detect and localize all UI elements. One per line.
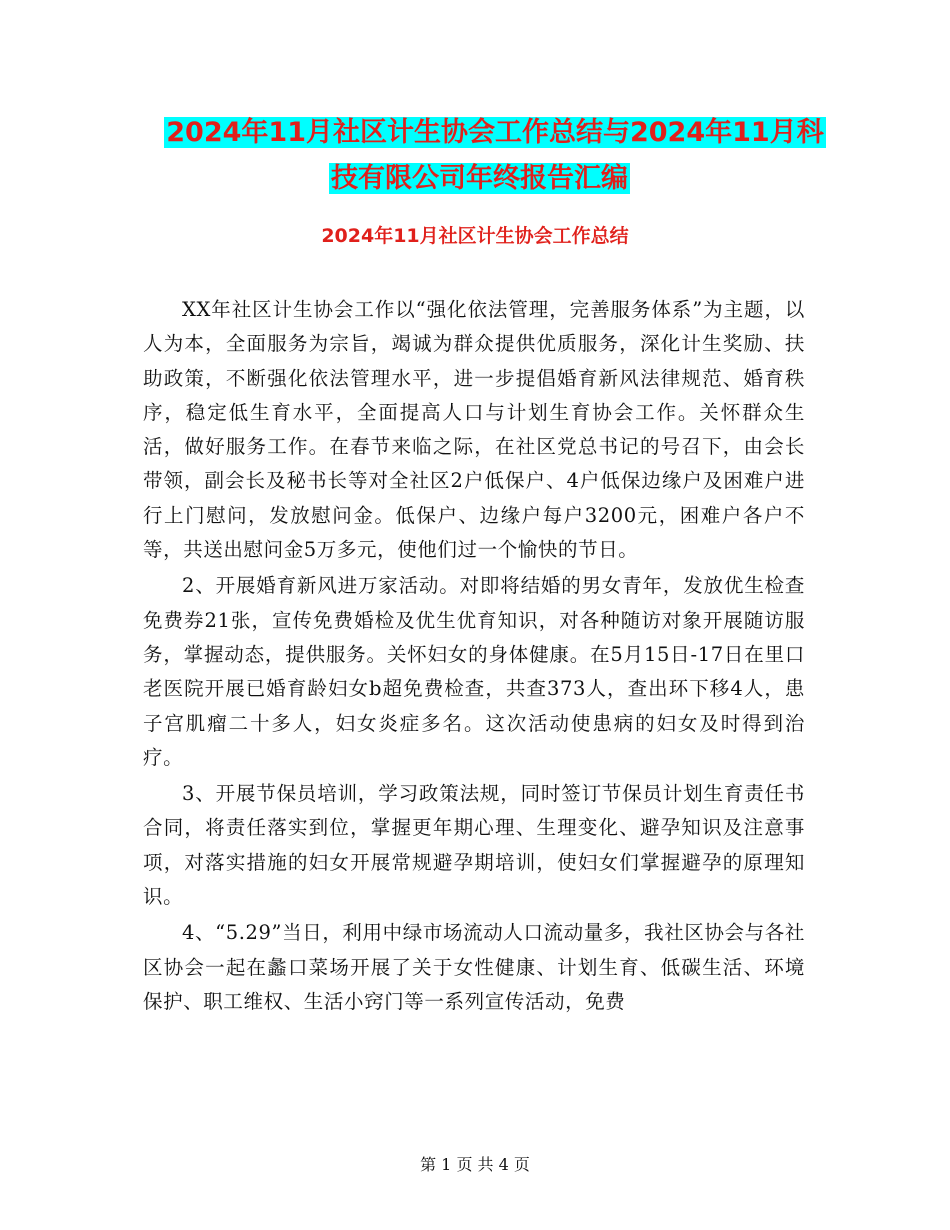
body-paragraph: 4、“5.29”当日，利用中绿市场流动人口流动量多，我社区协会与各社区协会一起在蠡口菜场开展了关于女性健康、计划生育、低碳生活、环境保护、职工维权、生活小窍门等一系列宣传活动，免费 (143, 921, 805, 1013)
document-body (143, 293, 805, 1021)
body-paragraph: XX年社区计生协会工作以“强化依法管理，完善服务体系”为主题，以人为本，全面服务为宗旨，竭诚为群众提供优质服务，深化计生奖励、扶助政策，不断强化依法管理水平，进一步提倡婚育新风法律规范、婚育秩序，稳定低生育水平，全面提高人口与计划生育协会工作。关怀群众生活，做好服务工作。在春节来临之际，在社区党总书记的号召下，由会长带领，副会长及秘书长等对全社区2户低保户、4户低保边缘户及困难户进行上门慰问，发放慰问金。低保户、边缘户每户3200元，困难户各户不等，共送出慰问金5万多元，使他们过一个愉快的节日。 (143, 298, 805, 562)
document-title (0, 110, 950, 202)
title-line-1: 2024年11月社区计生协会工作总结与2024年11月科 (166, 117, 824, 148)
title-line-2: 技有限公司年终报告汇编 (331, 163, 628, 194)
section-heading: 2024年11月社区计生协会工作总结 (321, 225, 629, 247)
page-number-footer: 第 1 页 共 4 页 (420, 1155, 530, 1174)
body-paragraph: 3、开展节保员培训，学习政策法规，同时签订节保员计划生育责任书合同，将责任落实到位，掌握更年期心理、生理变化、避孕知识及注意事项，对落实措施的妇女开展常规避孕期培训，使妇女们掌握避孕的原理知识。 (143, 782, 805, 909)
body-paragraph: 2、开展婚育新风进万家活动。对即将结婚的男女青年，发放优生检查免费券21张，宣传免费婚检及优生优育知识，对各种随访对象开展随访服务，掌握动态，提供服务。关怀妇女的身体健康。在5月15日-17日在里口老医院开展已婚育龄妇女b超免费检查，共查373人，查出环下移4人，患子宫肌瘤二十多人，妇女炎症多名。这次活动使患病的妇女及时得到治疗。 (143, 574, 805, 769)
